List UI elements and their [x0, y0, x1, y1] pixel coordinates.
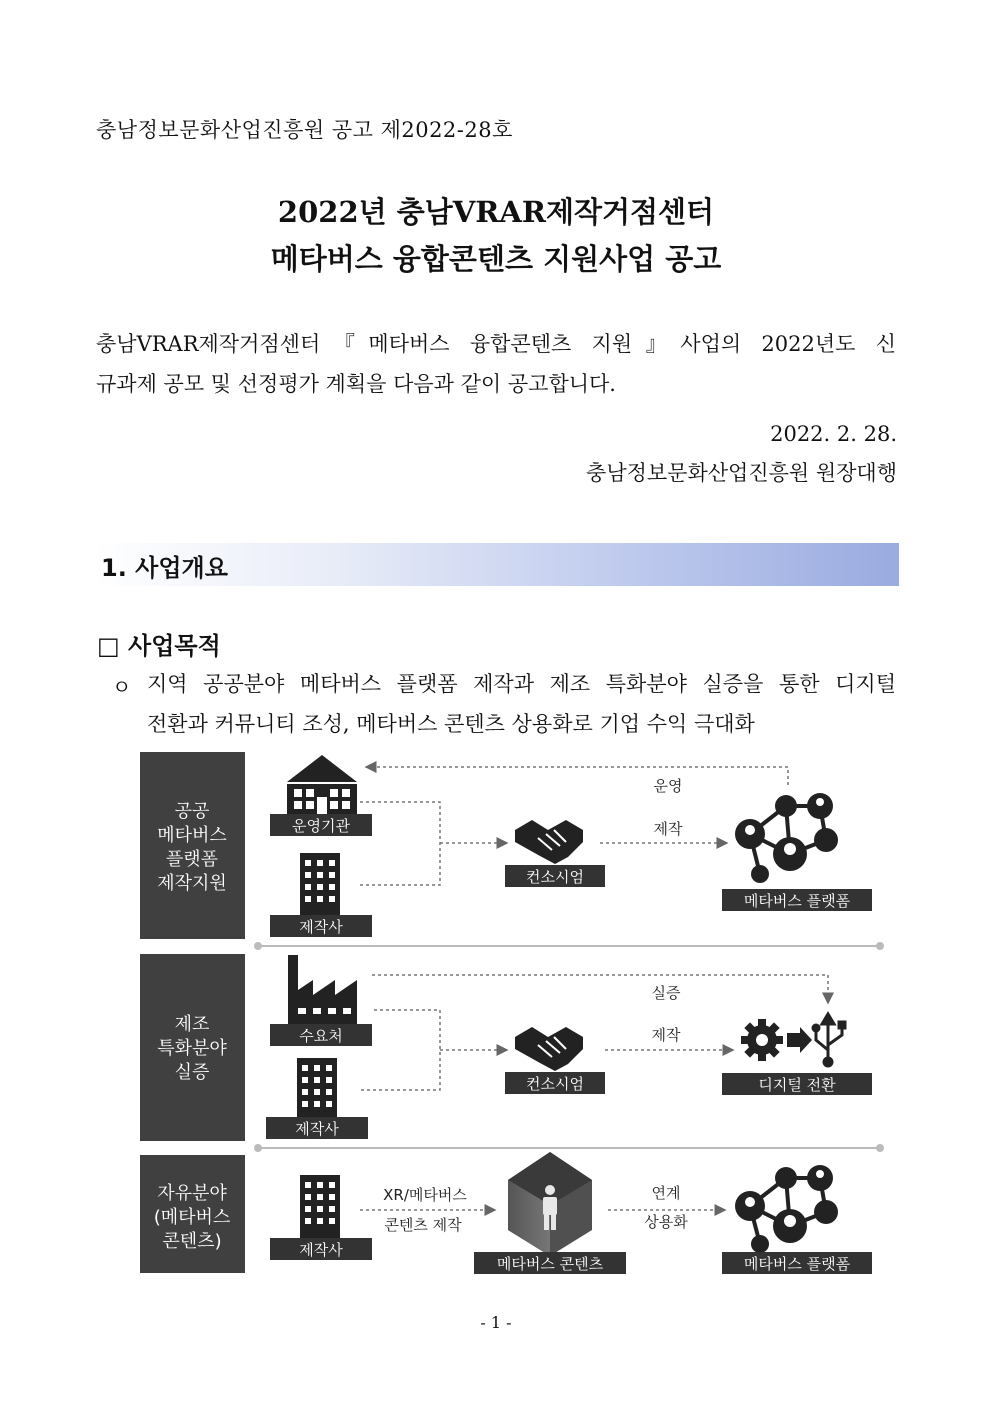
row2-result: 디지털 전환 — [758, 1076, 836, 1094]
row2-bottom-entity: 제작사 — [295, 1120, 339, 1138]
row3-label-line3: 콘텐츠) — [162, 1231, 222, 1252]
building-icon — [300, 853, 340, 915]
cube-person-icon — [508, 1152, 592, 1256]
handshake-icon — [515, 1027, 583, 1071]
intro-line1: 충남VRAR제작거점센터『메타버스 융합콘텐츠 지원』사업의 2022년도 신 — [96, 332, 896, 356]
notice-date: 2022. 2. 28. — [770, 422, 897, 446]
building-icon — [300, 1175, 340, 1239]
row1-middle: 컨소시엄 — [526, 868, 584, 886]
notice-number: 충남정보문화산업진흥원 공고 제2022-28호 — [96, 118, 513, 142]
row2-top-entity: 수요처 — [299, 1027, 343, 1045]
factory-icon — [288, 955, 357, 1024]
usb-icon — [813, 1014, 845, 1066]
handshake-icon — [515, 820, 583, 864]
gear-icon — [741, 1019, 783, 1061]
row3-label-line1: 자유분야 — [157, 1183, 227, 1204]
row2-middle: 컨소시엄 — [526, 1075, 584, 1093]
row1-result: 메타버스 플랫폼 — [743, 892, 851, 910]
row2-return-label: 실증 — [651, 984, 681, 1002]
row3-forward-label-line1: 연계 — [651, 1184, 681, 1202]
bullet-line1: 지역 공공분야 메타버스 플랫폼 제작과 제조 특화분야 실증을 통한 디지털 — [147, 672, 896, 696]
bullet-mark: ㅇ — [112, 675, 132, 699]
row-separator — [254, 942, 884, 950]
network-icon — [735, 793, 838, 883]
network-icon — [735, 1165, 838, 1253]
arrow-right-icon — [787, 1027, 812, 1053]
row3-result: 메타버스 플랫폼 — [743, 1255, 851, 1273]
page-number: - 1 - — [480, 1313, 512, 1332]
row1-label-line1: 공공 — [174, 801, 210, 822]
row1-forward-label: 제작 — [653, 820, 683, 838]
subsection-title: □ 사업목적 — [97, 632, 221, 660]
row3-arrow-label-line1: XR/메타버스 — [383, 1186, 467, 1204]
row1-label-line3: 플랫폼 — [165, 849, 219, 870]
document-title-line2: 메타버스 융합콘텐츠 지원사업 공고 — [270, 242, 722, 276]
building-icon — [297, 1058, 337, 1118]
row1-bottom-entity: 제작사 — [299, 918, 343, 936]
row1-top-entity: 운영기관 — [292, 817, 350, 835]
row3-forward-label-line2: 상용화 — [644, 1213, 688, 1231]
row-separator — [254, 1144, 884, 1152]
row2-label-line2: 특화분야 — [157, 1038, 227, 1059]
row1-return-label: 운영 — [653, 777, 683, 795]
institution-icon — [287, 755, 357, 814]
row2-forward-label: 제작 — [651, 1026, 681, 1044]
row3-label-line2: (메타버스 — [153, 1207, 231, 1228]
row1-label-line4: 제작지원 — [157, 873, 227, 894]
row1-label-line2: 메타버스 — [157, 825, 227, 846]
row2-label-line1: 제조 — [174, 1014, 210, 1035]
row3-arrow-label-line2: 콘텐츠 제작 — [384, 1216, 462, 1234]
row2-label-line3: 실증 — [174, 1062, 210, 1083]
intro-line2: 규과제 공모 및 선정평가 계획을 다음과 같이 공고합니다. — [96, 372, 616, 396]
section-title: 1. 사업개요 — [101, 554, 228, 582]
bullet-line2: 전환과 커뮤니티 조성, 메타버스 콘텐츠 상용화로 기업 수익 극대화 — [147, 712, 755, 736]
row3-entity: 제작사 — [299, 1241, 343, 1259]
row3-middle: 메타버스 콘텐츠 — [496, 1255, 604, 1273]
signer: 충남정보문화산업진흥원 원장대행 — [586, 461, 897, 485]
document-title-line1: 2022년 충남VRAR제작거점센터 — [277, 195, 715, 229]
